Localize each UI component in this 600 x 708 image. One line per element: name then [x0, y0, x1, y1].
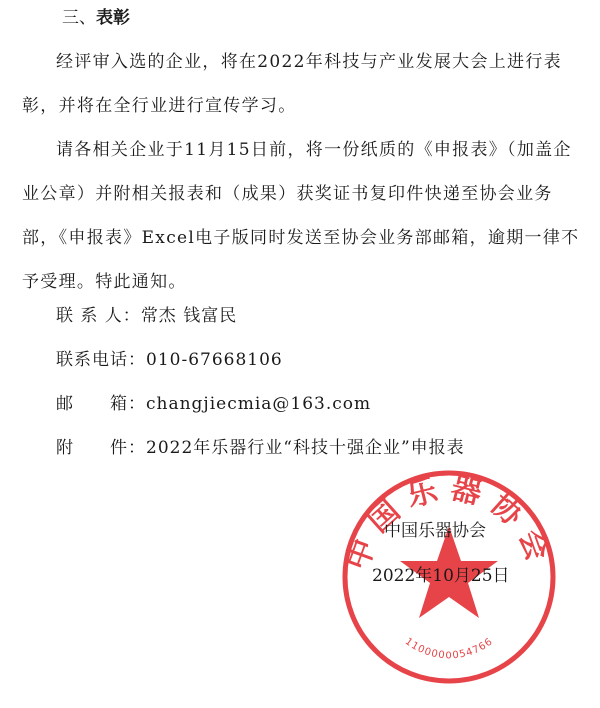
attachment-value: 2022年乐器行业“科技十强企业”申报表 [146, 438, 465, 458]
contact-phone-label: 联系电话： [56, 350, 146, 370]
contact-person-line [56, 302, 237, 330]
paragraph-award-description: 经评审入选的企业，将在2022年科技与产业发展大会上进行表彰，并将在全行业进行宣传学习。 [22, 52, 562, 116]
contact-email-label: 邮 箱： [56, 394, 146, 414]
contact-email-line [56, 390, 371, 418]
contact-phone-line [56, 346, 283, 374]
seal-number-text: 1100000054766 [402, 636, 496, 662]
paragraph-submission-instructions: 请各相关企业于11月15日前，将一份纸质的《申报表》（加盖企业公章）并附相关报表和（成果）获奖证书复印件快递至协会业务部，《申报表》Excel电子版同时发送至协会业务部邮箱，逾期一律不予受理。特此通知。 [22, 140, 580, 292]
contact-email-value: changjiecmia@163.com [146, 394, 372, 414]
section-number: 三、 [62, 8, 96, 28]
section-title: 表彰 [96, 8, 130, 28]
contact-person-value: 常杰 钱富民 [140, 306, 238, 326]
signature-date: 2022年10月25日 [372, 566, 510, 586]
contact-person-label: 联 系 人： [56, 306, 141, 326]
attachment-label: 附 件： [56, 438, 146, 458]
seal-org-text: 中国乐器协会 [339, 470, 559, 575]
attachment-line [56, 434, 465, 462]
signature-organization: 中国乐器协会 [384, 521, 486, 541]
section-heading [62, 4, 130, 32]
contact-phone-value: 010-67668106 [146, 350, 283, 370]
